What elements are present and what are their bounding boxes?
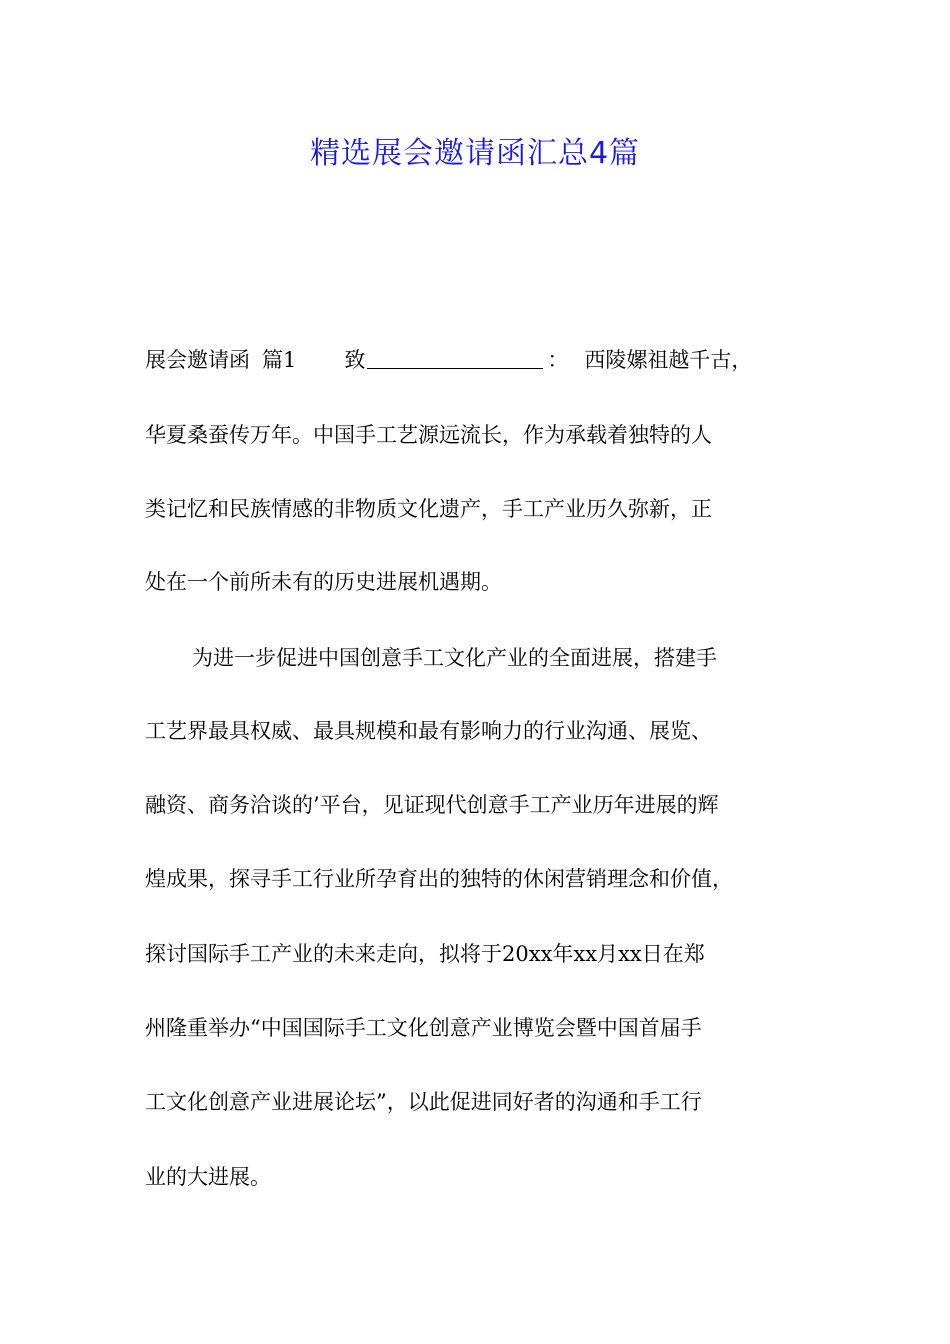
body-line: 煌成果，探寻手工行业所孕育出的独特的休闲营销理念和价值，	[145, 867, 733, 891]
line1-rest: 西陵嫘祖越千古，	[584, 348, 753, 372]
body-line: 探讨国际手工产业的未来走向，拟将于20xx年xx月xx日在郑	[145, 942, 705, 966]
paragraph-first-line: 为进一步促进中国创意手工文化产业的全面进展，搭建手	[192, 646, 717, 670]
heading-label: 展会邀请函	[145, 348, 250, 372]
body-line: 华夏桑蚕传万年。中国手工艺源远流长，作为承载着独特的人	[145, 423, 712, 447]
body-line: 州隆重举办“中国国际手工文化创意产业博览会暨中国首届手	[145, 1016, 702, 1040]
body-line: 工文化创意产业进展论坛”，以此促进同好者的沟通和手工行	[145, 1090, 702, 1114]
body-line: 类记忆和民族情感的非物质文化遗产，手工产业历久弥新，正	[145, 497, 712, 521]
body-line: 业的大进展。	[145, 1165, 271, 1189]
body-line: 融资、商务洽谈的’平台，见证现代创意手工产业历年进展的辉	[145, 793, 719, 817]
first-line	[145, 345, 825, 375]
salutation-prefix: 致	[344, 348, 366, 372]
body-line: 处在一个前所未有的历史进展机遇期。	[145, 570, 502, 594]
salutation-suffix: ：	[547, 348, 569, 372]
heading-number: 篇1	[262, 348, 297, 372]
body-line: 工艺界最具权威、最具规模和最有影响力的行业沟通、展览、	[145, 719, 712, 743]
document-title: 精选展会邀请函汇总4篇	[309, 136, 641, 171]
recipient-blank	[367, 348, 543, 369]
